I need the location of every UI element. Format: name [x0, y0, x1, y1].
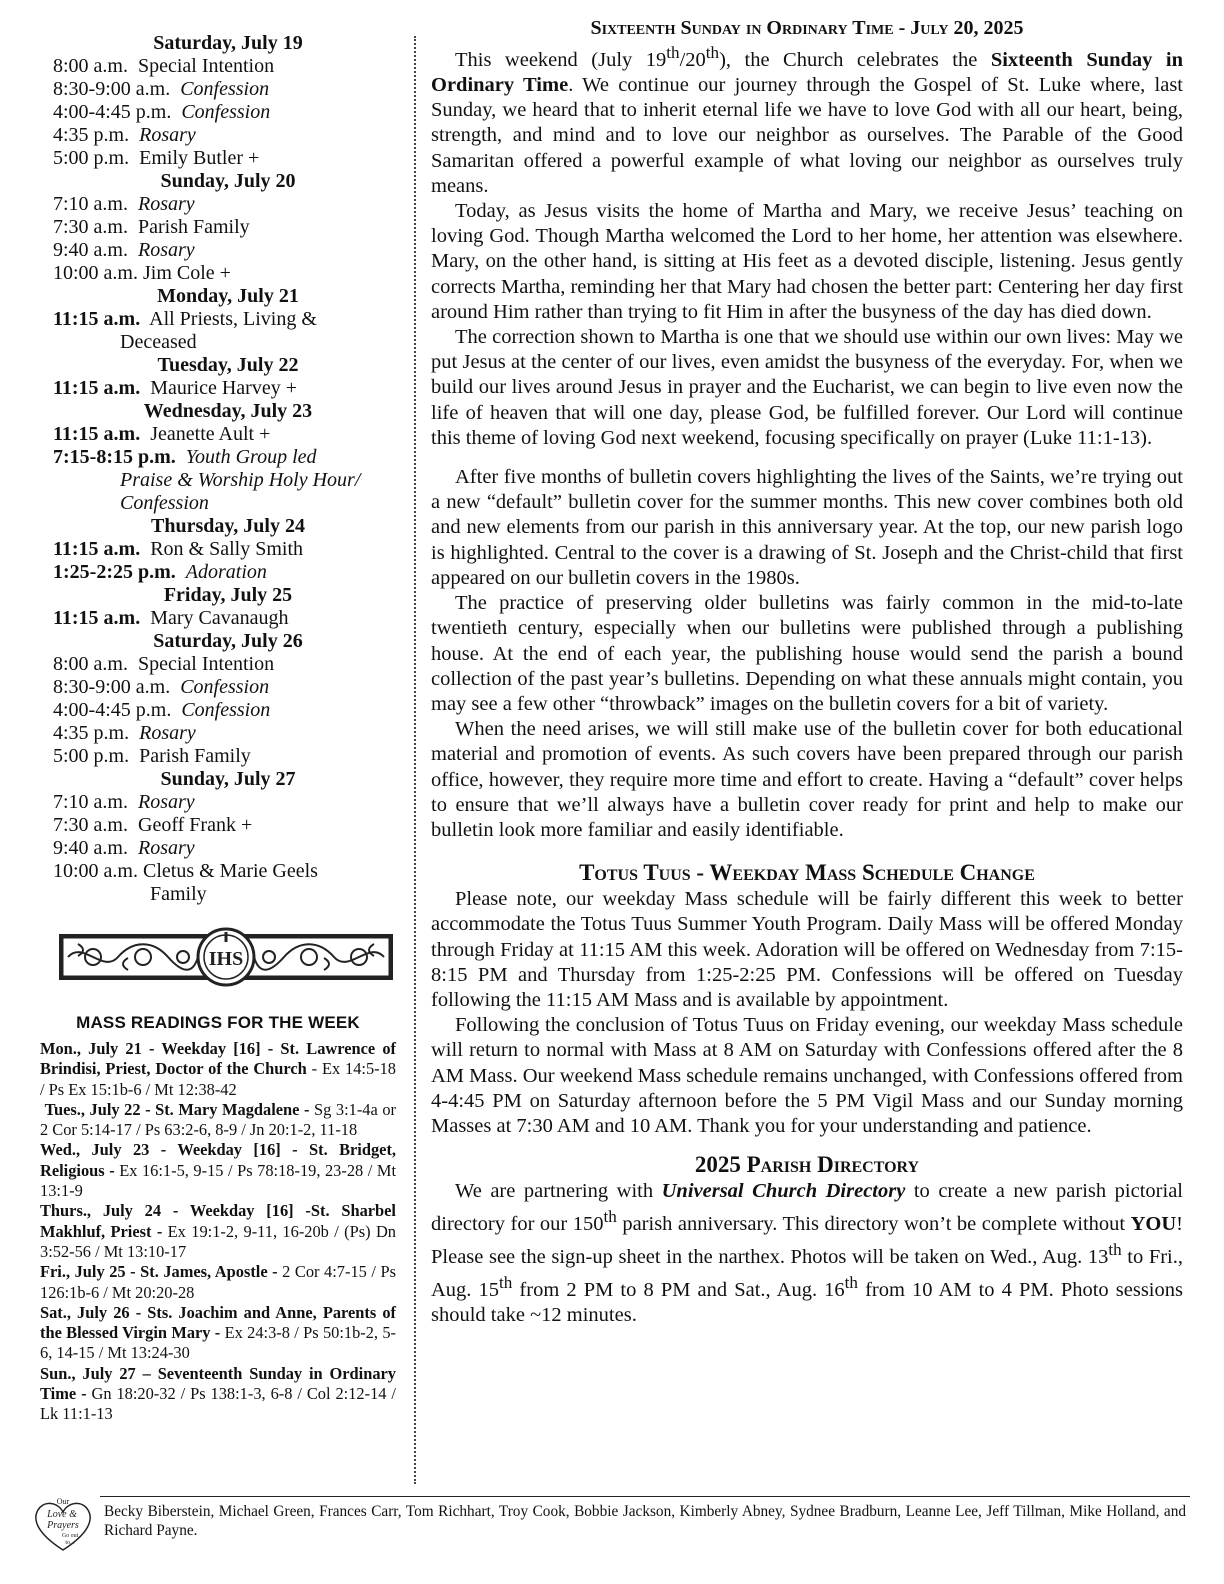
schedule-day: Sunday, July 20 [160, 170, 296, 192]
schedule-day: Sunday, July 27 [160, 768, 296, 790]
schedule-day: Thursday, July 24 [151, 515, 305, 537]
schedule-row: 4:35 p.m. Rosary [53, 722, 196, 744]
article-paragraph: Following the conclusion of Totus Tuus on Friday evening, our weekday Mass schedule will return to normal with Mass at 8 AM on Saturday with Confessions offered after the 8 AM Mass. Our weekend Mass schedule remains unchanged, with Confessions offered from 4-4:45 PM on Saturday afternoon before the 5 PM Vigil Mass and our Sunday morning Masses at 7:30 AM and 10 AM. Thank you for your understanding and patience. [431, 1014, 1183, 1137]
article-title-parish-directory: 2025 Parish Directory [694, 1152, 920, 1178]
schedule-row: 4:00-4:45 p.m. Confession [53, 699, 271, 721]
svg-text:Go out: Go out [61, 1533, 79, 1539]
schedule-row: 7:10 a.m. Rosary [53, 193, 195, 215]
reading-entry: Tues., July 22 - St. Mary Magdalene - Sg 3:1-4a or 2 Cor 5:14-17 / Ps 63:2-6, 8-9 / Jn 20:1-2, 11-18 [40, 1099, 396, 1140]
schedule-row: 11:15 a.m. Mary Cavanaugh [53, 607, 289, 629]
left-column [40, 32, 396, 1425]
schedule-row: 4:35 p.m. Rosary [53, 124, 196, 146]
article-paragraph: When the need arises, we will still make use of the bulletin cover for both educational material and promotion of events. As such covers have been prepared through our parish office, however, they require more time and effort to create. Having a “default” cover helps to ensure that we’ll always have a bulletin cover ready for print and help to make our bulletin look more familiar and easily identifiable. [431, 718, 1183, 841]
schedule-day: Monday, July 21 [157, 285, 299, 307]
article-paragraph: This weekend (July 19th/20th), the Church celebrates the Sixteenth Sunday in Ordinary Time. We continue our journey through the Gospel of St. Luke where, last Sunday, we heard that to inherit eternal life we have to love God with all our heart, being, strength, and mind and to love our neighbor as ourselves. The Parable of the Good Samaritan offered a powerful example of what loving our neighbor as ourselves truly means. [431, 43, 1184, 197]
ornamental-banner [58, 926, 394, 988]
reading-entry: Sat., July 26 - Sts. Joachim and Anne, Parents of the Blessed Virgin Mary - Ex 24:3-8 / Ps 50:1b-2, 5-6, 14-15 / Mt 13:24-30 [40, 1302, 397, 1363]
schedule-row: 10:00 a.m. Cletus & Marie Geels [53, 860, 318, 882]
svg-text:Our: Our [56, 1497, 70, 1506]
readings-title: MASS READINGS FOR THE WEEK [76, 1013, 360, 1032]
schedule-day: Tuesday, July 22 [157, 354, 299, 376]
schedule-row: 9:40 a.m. Rosary [53, 239, 195, 261]
article-paragraph: Please note, our weekday Mass schedule will be fairly different this week to better accommodate the Totus Tuus Summer Youth Program. Daily Mass will be offered Monday through Friday at 11:15 AM this week. Adoration will be offered on Wednesday from 7:15-8:15 PM and Thursday from 1:25-2:25 PM. Confessions will be offered on Tuesday following the 11:15 AM Mass and is available by appointment. [431, 888, 1183, 1011]
column-divider [414, 36, 416, 1484]
schedule-day: Wednesday, July 23 [143, 400, 313, 422]
schedule-row: 10:00 a.m. Jim Cole + [53, 262, 231, 284]
schedule-row: 1:25-2:25 p.m. Adoration [53, 561, 267, 583]
schedule-row: 11:15 a.m. Jeanette Ault + [53, 423, 271, 445]
ihs-monogram: IHS [208, 948, 244, 970]
right-column [431, 16, 1183, 1329]
love-and-prayers-logo [30, 1496, 96, 1552]
reading-entry: Fri., July 25 - St. James, Apostle - 2 Cor 4:7-15 / Ps 126:1b-6 / Mt 20:20-28 [40, 1262, 396, 1302]
mass-readings [40, 1039, 396, 1425]
reading-entry: Sun., July 27 – Seventeenth Sunday in Ordinary Time - Gn 18:20-32 / Ps 138:1-3, 6-8 / Col 2:12-14 / Lk 11:1-13 [40, 1363, 396, 1424]
article-paragraph: After five months of bulletin covers highlighting the lives of the Saints, we’re trying out a new “default” bulletin cover for the summer months. This new cover combines both old and new elements from our parish in this anniversary year. At the top, our new parish logo is highlighted. Central to the cover is a drawing of St. Joseph and the Christ-child that first appeared on our bulletin covers in the 1980s. [431, 466, 1183, 589]
prayer-list-names: Becky Biberstein, Michael Green, Frances Carr, Tom Richhart, Troy Cook, Bobbie Jackson, Kimberly Abney, Sydnee Bradburn, Leanne Lee, Jeff Tillman, Mike Holland, and Richard Payne. [104, 1503, 1186, 1539]
schedule-row: 7:10 a.m. Rosary [53, 791, 195, 813]
schedule-row: 7:30 a.m. Geoff Frank + [53, 814, 253, 836]
schedule-day: Saturday, July 19 [153, 32, 303, 54]
schedule-row: 9:40 a.m. Rosary [53, 837, 195, 859]
article-paragraph: We are partnering with Universal Church Directory to create a new parish pictorial directory for our 150th parish anniversary. This directory won’t be complete without YOU! Please see the sign-up sheet in the narthex. Photos will be taken on Wed., Aug. 13th to Fri., Aug. 15th from 2 PM to 8 PM and Sat., Aug. 16th from 10 AM to 4 PM. Photo sessions should take ~12 minutes. [431, 1180, 1183, 1327]
schedule-row: 8:00 a.m. Special Intention [53, 55, 275, 77]
reading-entry: Thurs., July 24 - Weekday [16] -St. Sharbel Makhluf, Priest - Ex 19:1-2, 9-11, 16-20b / (Ps) Dn 3:52-56 / Mt 13:10-17 [40, 1201, 397, 1261]
article-paragraph: The practice of preserving older bulletins was fairly common in the mid-to-late twentieth century, especially when our bulletins were published through a publishing house. At the end of each year, the publishing house would send the parish a bound collection of the past year’s bulletins. Depending on what these annuals might contain, you may see a few other “throwback” images on the bulletin covers for a bit of variety. [431, 592, 1183, 715]
schedule-day: Friday, July 25 [163, 584, 293, 606]
schedule-row-continued: Praise & Worship Holy Hour/ [120, 469, 361, 491]
svg-text:Love &: Love & [47, 1509, 77, 1520]
footer-rule [100, 1496, 1190, 1497]
schedule-row: 11:15 a.m. Maurice Harvey + [53, 377, 297, 399]
article-title-sixteenth-sunday: Sixteenth Sunday in Ordinary Time - July 20, 2025 [590, 17, 1024, 39]
mass-schedule [40, 32, 396, 906]
schedule-row: 8:30-9:00 a.m. Confession [53, 78, 270, 100]
schedule-row: 4:00-4:45 p.m. Confession [53, 101, 271, 123]
schedule-row: 8:30-9:00 a.m. Confession [53, 676, 270, 698]
schedule-row: 5:00 p.m. Parish Family [53, 745, 251, 767]
schedule-day: Saturday, July 26 [153, 630, 303, 652]
svg-text:to...: to... [65, 1540, 75, 1546]
schedule-row: 11:15 a.m. All Priests, Living & [53, 308, 317, 330]
article-title-totus-tuus: Totus Tuus - Weekday Mass Schedule Change [579, 860, 1035, 886]
article-paragraph: The correction shown to Martha is one that we should use within our own lives: May we put Jesus at the center of our lives, even amidst the busyness of the everyday. For, when we build our lives around Jesus in prayer and the Eucharist, we can begin to live even now the life of heaven that will one day, please God, be fulfilled forever. Our Lord will continue this theme of loving God next weekend, focusing specifically on prayer (Luke 11:1-13). [431, 326, 1183, 449]
svg-text:Prayers: Prayers [47, 1520, 79, 1531]
schedule-row: 11:15 a.m. Ron & Sally Smith [53, 538, 304, 560]
schedule-row: 5:00 p.m. Emily Butler + [53, 147, 260, 169]
schedule-row: 7:15-8:15 p.m. Youth Group led [53, 446, 317, 468]
schedule-row: 8:00 a.m. Special Intention [53, 653, 275, 675]
article-paragraph: Today, as Jesus visits the home of Martha and Mary, we receive Jesus’ teaching on loving God. Though Martha welcomed the Lord to her home, her attention was elsewhere. Mary, on the other hand, is sitting at His feet as a devoted disciple, listening. Jesus gently corrects Martha, reminding her that Mary had chosen the better part: Centering her day first around Him rather than trying to fit Him in after the busyness of the day has died down. [431, 200, 1183, 323]
schedule-row: 7:30 a.m. Parish Family [53, 216, 250, 238]
reading-entry: Wed., July 23 - Weekday [16] - St. Bridget, Religious - Ex 16:1-5, 9-15 / Ps 78:18-19, 23-28 / Mt 13:1-9 [40, 1140, 396, 1201]
schedule-row-continued: Family [150, 883, 207, 905]
schedule-row-continued: Confession [120, 492, 209, 514]
schedule-row-continued: Deceased [120, 331, 197, 353]
reading-entry: Mon., July 21 - Weekday [16] - St. Lawrence of Brindisi, Priest, Doctor of the Church - Ex 14:5-18 / Ps Ex 15:1b-6 / Mt 12:38-42 [40, 1039, 396, 1099]
